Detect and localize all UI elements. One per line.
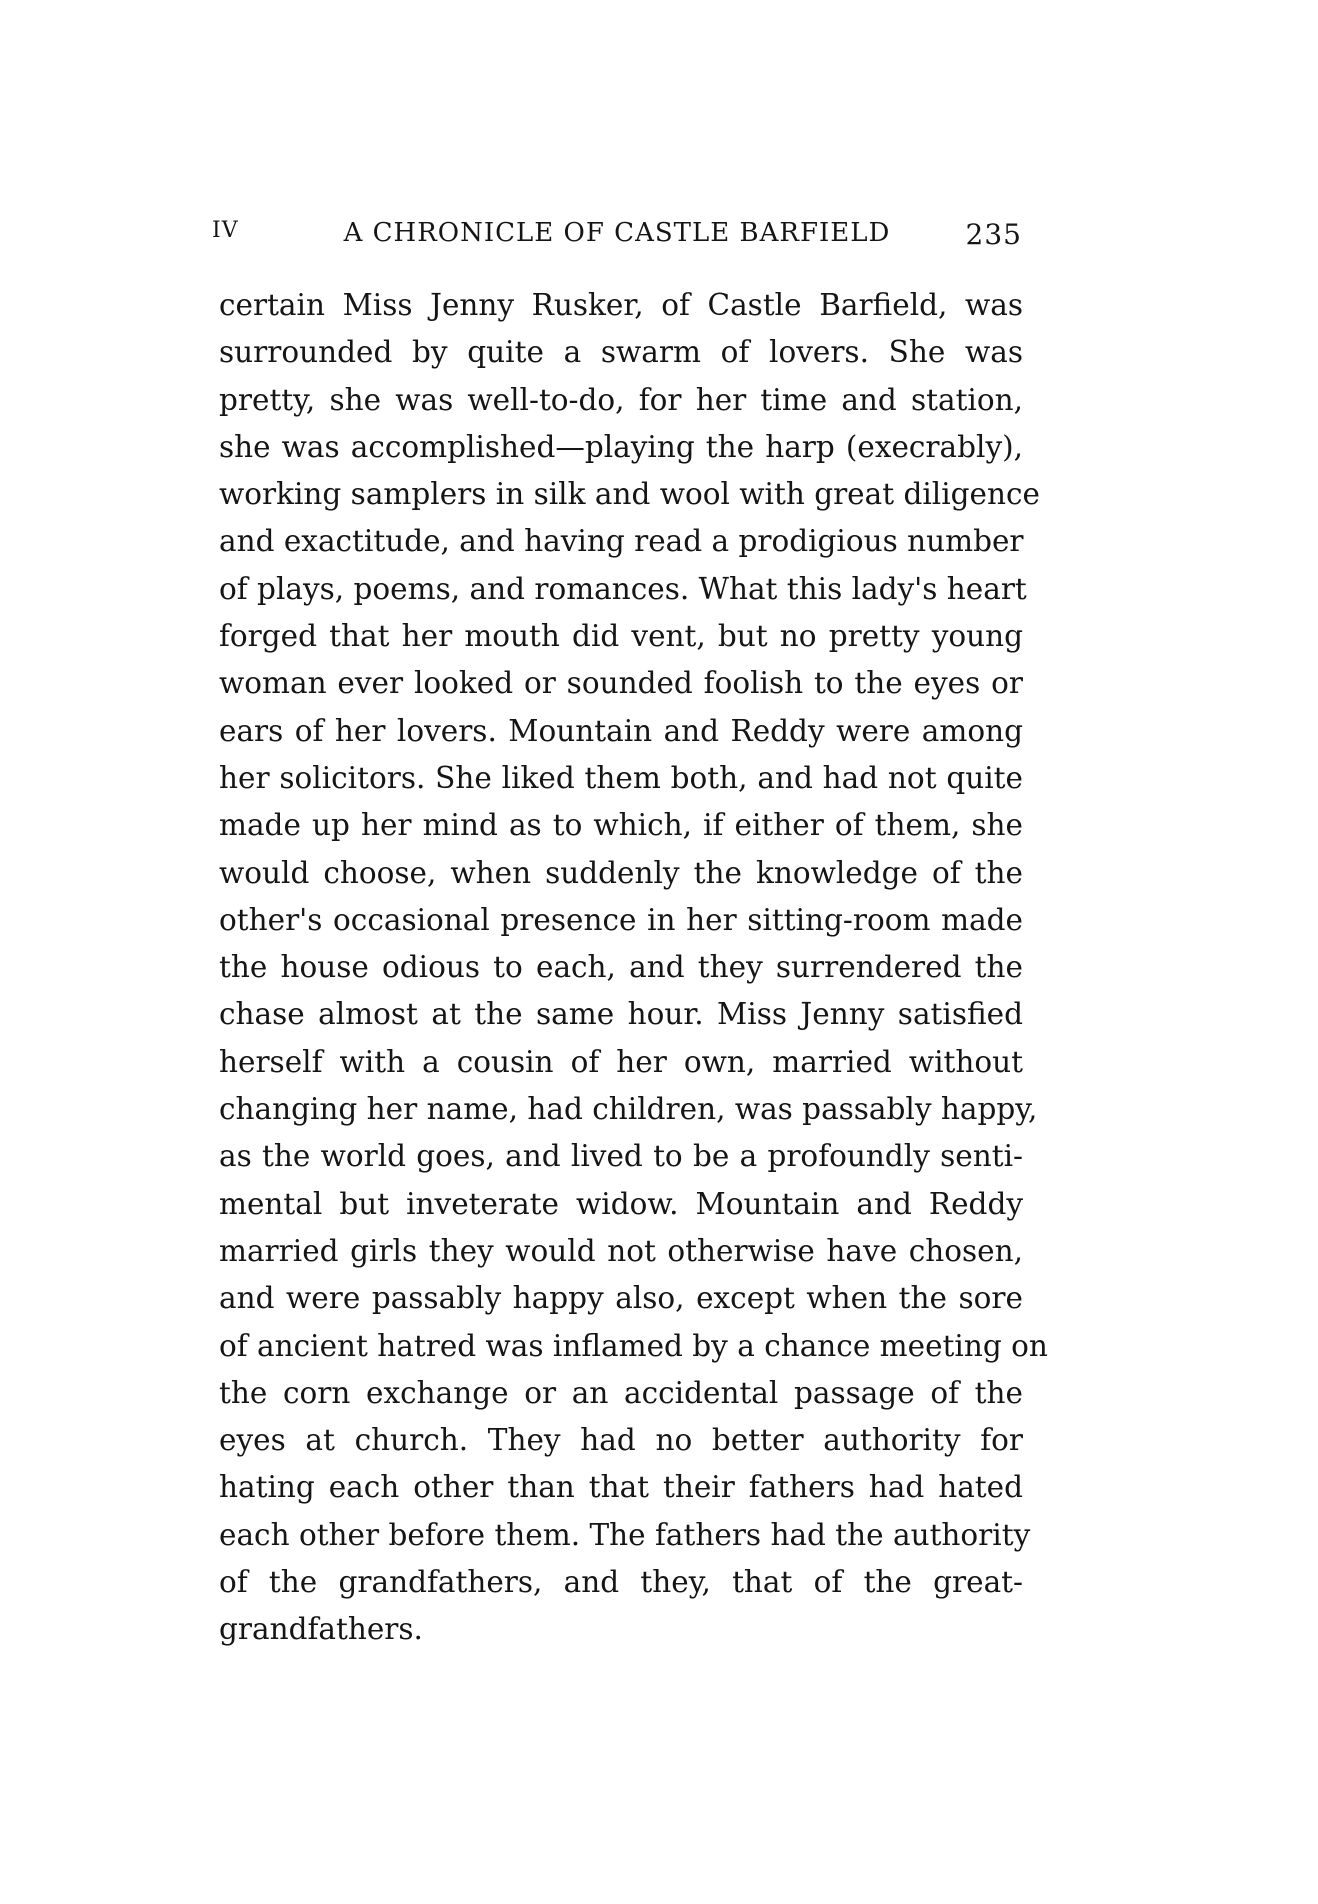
text-line: she was accomplished—playing the harp (execrably), bbox=[219, 429, 1023, 464]
text-line: certain Miss Jenny Rusker, of Castle Barfield, was bbox=[219, 288, 1023, 322]
running-head bbox=[212, 218, 1022, 258]
text-line: and exactitude, and having read a prodigious number bbox=[219, 524, 1024, 559]
body-text bbox=[219, 282, 1048, 1654]
text-line: each other before them. The fathers had the authority bbox=[219, 1517, 1031, 1552]
text-line: of ancient hatred was inflamed by a chance meeting on bbox=[219, 1328, 1048, 1363]
text-line: as the world goes, and lived to be a profoundly senti- bbox=[219, 1139, 1023, 1174]
text-line: grandfathers. bbox=[219, 1612, 423, 1647]
chapter-numeral: IV bbox=[212, 218, 239, 243]
text-line: herself with a cousin of her own, married without bbox=[219, 1044, 1023, 1079]
text-line: of the grandfathers, and they, that of the great- bbox=[219, 1565, 1023, 1600]
text-line: and were passably happy also, except when the sore bbox=[219, 1281, 1023, 1316]
text-line: made up her mind as to which, if either of them, she bbox=[219, 808, 1023, 843]
text-line: would choose, when suddenly the knowledge of the bbox=[219, 855, 1023, 890]
text-line: married girls they would not otherwise have chosen, bbox=[219, 1233, 1023, 1268]
text-line: eyes at church. They had no better authority for bbox=[219, 1423, 1023, 1458]
page-number: 235 bbox=[965, 218, 1022, 251]
text-line: other's occasional presence in her sitting-room made bbox=[219, 902, 1023, 937]
text-line: forged that her mouth did vent, but no pretty young bbox=[219, 619, 1023, 654]
text-line: the corn exchange or an accidental passage of the bbox=[219, 1375, 1023, 1410]
running-title: A CHRONICLE OF CASTLE BARFIELD bbox=[343, 218, 891, 248]
text-line: chase almost at the same hour. Miss Jenny satisfied bbox=[219, 997, 1023, 1032]
text-line: ears of her lovers. Mountain and Reddy were among bbox=[219, 713, 1023, 748]
text-line: of plays, poems, and romances. What this lady's heart bbox=[219, 571, 1027, 606]
text-line: changing her name, had children, was passably happy, bbox=[219, 1092, 1038, 1127]
text-line: mental but inveterate widow. Mountain and Reddy bbox=[219, 1186, 1023, 1221]
text-line: hating each other than that their fathers had hated bbox=[219, 1470, 1023, 1505]
text-line: surrounded by quite a swarm of lovers. She was bbox=[219, 335, 1023, 370]
text-line: pretty, she was well-to-do, for her time and station, bbox=[219, 382, 1023, 417]
text-line: woman ever looked or sounded foolish to the eyes or bbox=[219, 666, 1023, 701]
text-line: her solicitors. She liked them both, and had not quite bbox=[219, 760, 1023, 795]
text-line: working samplers in silk and wool with great diligence bbox=[219, 477, 1040, 512]
text-line: the house odious to each, and they surrendered the bbox=[219, 950, 1023, 985]
